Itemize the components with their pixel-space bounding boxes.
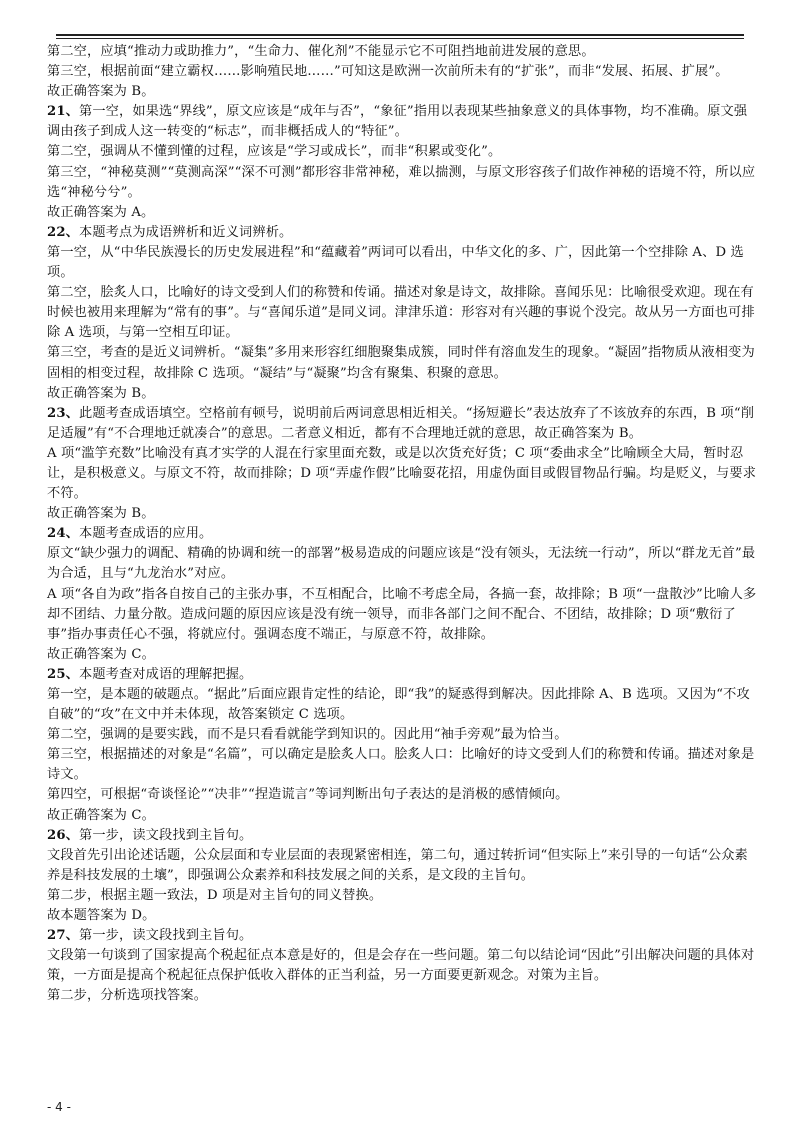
- paragraph-text: 第二步，分析选项找答案。: [47, 988, 208, 1004]
- paragraph-text: 第一空，如果选“界线”，原文应该是“成年与否”，“象征”指用以表现某些抽象意义的具体事物，均不准确。原文强调由孩子到成人这一转变的“标志”，而非概括成人的“特征”。: [47, 104, 748, 140]
- paragraph-text: 故正确答案为 C。: [47, 646, 155, 662]
- paragraph: [47, 203, 757, 223]
- paragraph-text: 故正确答案为 B。: [47, 506, 155, 522]
- header-rule-thin: [56, 38, 744, 39]
- paragraph: [47, 806, 757, 826]
- paragraph: [47, 82, 757, 102]
- paragraph-text: 本题考查成语的应用。: [79, 526, 213, 542]
- paragraph: [47, 725, 757, 745]
- paragraph-text: 故正确答案为 C。: [47, 807, 155, 823]
- paragraph-text: A 项“滥竽充数”比喻没有真才实学的人混在行家里面充数，或是以次货充好货；C 项“委曲求全”比喻顾全大局，暂时忍让，是积极意义。与原文不符，故而排除；D 项“弄虚作假”比喻耍花招，用虚伪面目或假冒物品行骗。均是贬义，与要求不符。: [47, 445, 757, 502]
- question-number: 27、: [47, 928, 79, 944]
- paragraph: [47, 544, 757, 584]
- paragraph: [47, 645, 757, 665]
- paragraph-text: 本题考查对成语的理解把握。: [79, 666, 253, 682]
- paragraph-text: 此题考查成语填空。空格前有顿号，说明前后两词意思相近相关。“扬短避长”表达放弃了不该放弃的东西，B 项“削足适履”有“不合理地迁就凑合”的意思。二者意义相近，都有不合理地迁就的意思，故正确答案为 B。: [47, 405, 755, 441]
- paragraph: [47, 524, 757, 544]
- paragraph-text: 本题考点为成语辨析和近义词辨析。: [79, 224, 293, 240]
- document-body: [47, 42, 757, 1007]
- paragraph-text: 第二空，脍炙人口，比喻好的诗文受到人们的称赞和传诵。描述对象是诗文，故排除。喜闻乐见：比喻很受欢迎。现在有时候也被用来理解为“常有的事”。与“喜闻乐道”是同义词。津津乐道：形容对有兴趣的事说个没完。故从另一方面也可排除 A 选项，与第一空相互印证。: [47, 285, 755, 341]
- paragraph: [47, 986, 757, 1006]
- paragraph: [47, 926, 757, 946]
- header-rule: [56, 34, 744, 36]
- question-number: 23、: [47, 405, 79, 421]
- paragraph-text: 第四空，可根据“奇谈怪论”“决非”“捏造谎言”等词判断出句子表达的是消极的感情倾向。: [47, 787, 569, 803]
- page-number: - 4 -: [47, 1100, 71, 1114]
- paragraph-text: 故正确答案为 A。: [47, 204, 155, 220]
- paragraph-text: 第三空，“神秘莫测”“莫测高深”“深不可测”都形容非常神秘，难以揣测，与原文形容孩子们故作神秘的语境不符，所以应选“神秘兮兮”。: [47, 164, 756, 200]
- paragraph-text: 第二步，根据主题一致法，D 项是对主旨句的同义替换。: [47, 887, 383, 903]
- paragraph: [47, 223, 757, 243]
- paragraph-text: 原文“缺少强力的调配、精确的协调和统一的部署”极易造成的问题应该是“没有领头，无法统一行动”，所以“群龙无首”最为合适，且与“九龙治水”对应。: [47, 546, 756, 582]
- paragraph-text: 第二空，强调从不懂到懂的过程，应该是“学习或成长”，而非“积累或变化”。: [47, 144, 502, 160]
- paragraph: [47, 886, 757, 906]
- paragraph: [47, 384, 757, 404]
- question-number: 24、: [47, 526, 79, 542]
- paragraph: [47, 142, 757, 162]
- paragraph-text: 文段第一句谈到了国家提高个税起征点本意是好的，但是会存在一些问题。第二句以结论词“因此”引出解决问题的具体对策，一方面是提高个税起征点保护低收入群体的正当利益，另一方面要更新观念。对策为主旨。: [47, 948, 755, 984]
- paragraph: [47, 243, 757, 283]
- paragraph: [47, 585, 757, 645]
- paragraph: [47, 102, 757, 142]
- paragraph-text: 第二空，强调的是要实践，而不是只看看就能学到知识的。因此用“袖手旁观”最为恰当。: [47, 727, 568, 743]
- paragraph: [47, 504, 757, 524]
- paragraph: [47, 62, 757, 82]
- paragraph-text: 第三空，根据前面“建立霸权……影响殖民地……”可知这是欧洲一次前所未有的“扩张”，而非“发展、拓展、扩展”。: [47, 64, 729, 80]
- paragraph-text: 第一空，是本题的破题点。“据此”后面应跟肯定性的结论，即“我”的疑惑得到解决。因此排除 A、B 选项。又因为“不攻自破”的“攻”在文中并未体现，故答案锁定 C 选项。: [47, 687, 750, 723]
- paragraph-text: 故正确答案为 B。: [47, 385, 155, 401]
- paragraph-text: 第一步，读文段找到主旨句。: [79, 827, 253, 843]
- paragraph: [47, 42, 757, 62]
- paragraph: [47, 785, 757, 805]
- paragraph-text: A 项“各自为政”指各自按自己的主张办事，不互相配合，比喻不考虑全局，各搞一套，故排除；B 项“一盘散沙”比喻人多却不团结、力量分散。造成问题的原因应该是没有统一领导，而非各部门之间不配合、不团结，故排除；D 项“敷衍了事”指办事责任心不强，将就应付。强调态度不端正，与原意不符，故排除。: [47, 586, 757, 642]
- paragraph: [47, 283, 757, 343]
- paragraph: [47, 906, 757, 926]
- question-number: 22、: [47, 224, 79, 240]
- paragraph-text: 故本题答案为 D。: [47, 908, 156, 924]
- paragraph-text: 故正确答案为 B。: [47, 84, 155, 100]
- paragraph-text: 第一步，读文段找到主旨句。: [79, 928, 253, 944]
- paragraph: [47, 343, 757, 383]
- paragraph: [47, 946, 757, 986]
- paragraph: [47, 745, 757, 785]
- paragraph: [47, 685, 757, 725]
- paragraph-text: 文段首先引出论述话题，公众层面和专业层面的表现紧密相连，第二句，通过转折词“但实际上”来引导的一句话“公众素养是科技发展的土壤”，即强调公众素养和科技发展之间的关系，是文段的主旨句。: [47, 847, 748, 883]
- question-number: 25、: [47, 666, 79, 682]
- paragraph-text: 第三空，考查的是近义词辨析。“凝集”多用来形容红细胞聚集成簇，同时伴有溶血发生的现象。“凝固”指物质从液相变为固相的相变过程，故排除 C 选项。“凝结”与“凝聚”均含有聚集、积聚的意思。: [47, 345, 755, 381]
- paragraph: [47, 846, 757, 886]
- paragraph: [47, 444, 757, 504]
- question-number: 26、: [47, 827, 79, 843]
- paragraph: [47, 163, 757, 203]
- paragraph: [47, 665, 757, 685]
- paragraph-text: 第二空，应填“推动力或助推力”，“生命力、催化剂”不能显示它不可阻挡地前进发展的意思。: [47, 44, 595, 59]
- paragraph-text: 第三空，根据描述的对象是“名篇”，可以确定是脍炙人口。脍炙人口：比喻好的诗文受到人们的称赞和传诵。描述对象是诗文。: [47, 747, 755, 783]
- paragraph-text: 第一空，从“中华民族漫长的历史发展进程”和“蕴藏着”两词可以看出，中华文化的多、广，因此第一个空排除 A、D 选项。: [47, 244, 744, 281]
- question-number: 21、: [47, 104, 79, 120]
- paragraph: [47, 826, 757, 846]
- paragraph: [47, 404, 757, 444]
